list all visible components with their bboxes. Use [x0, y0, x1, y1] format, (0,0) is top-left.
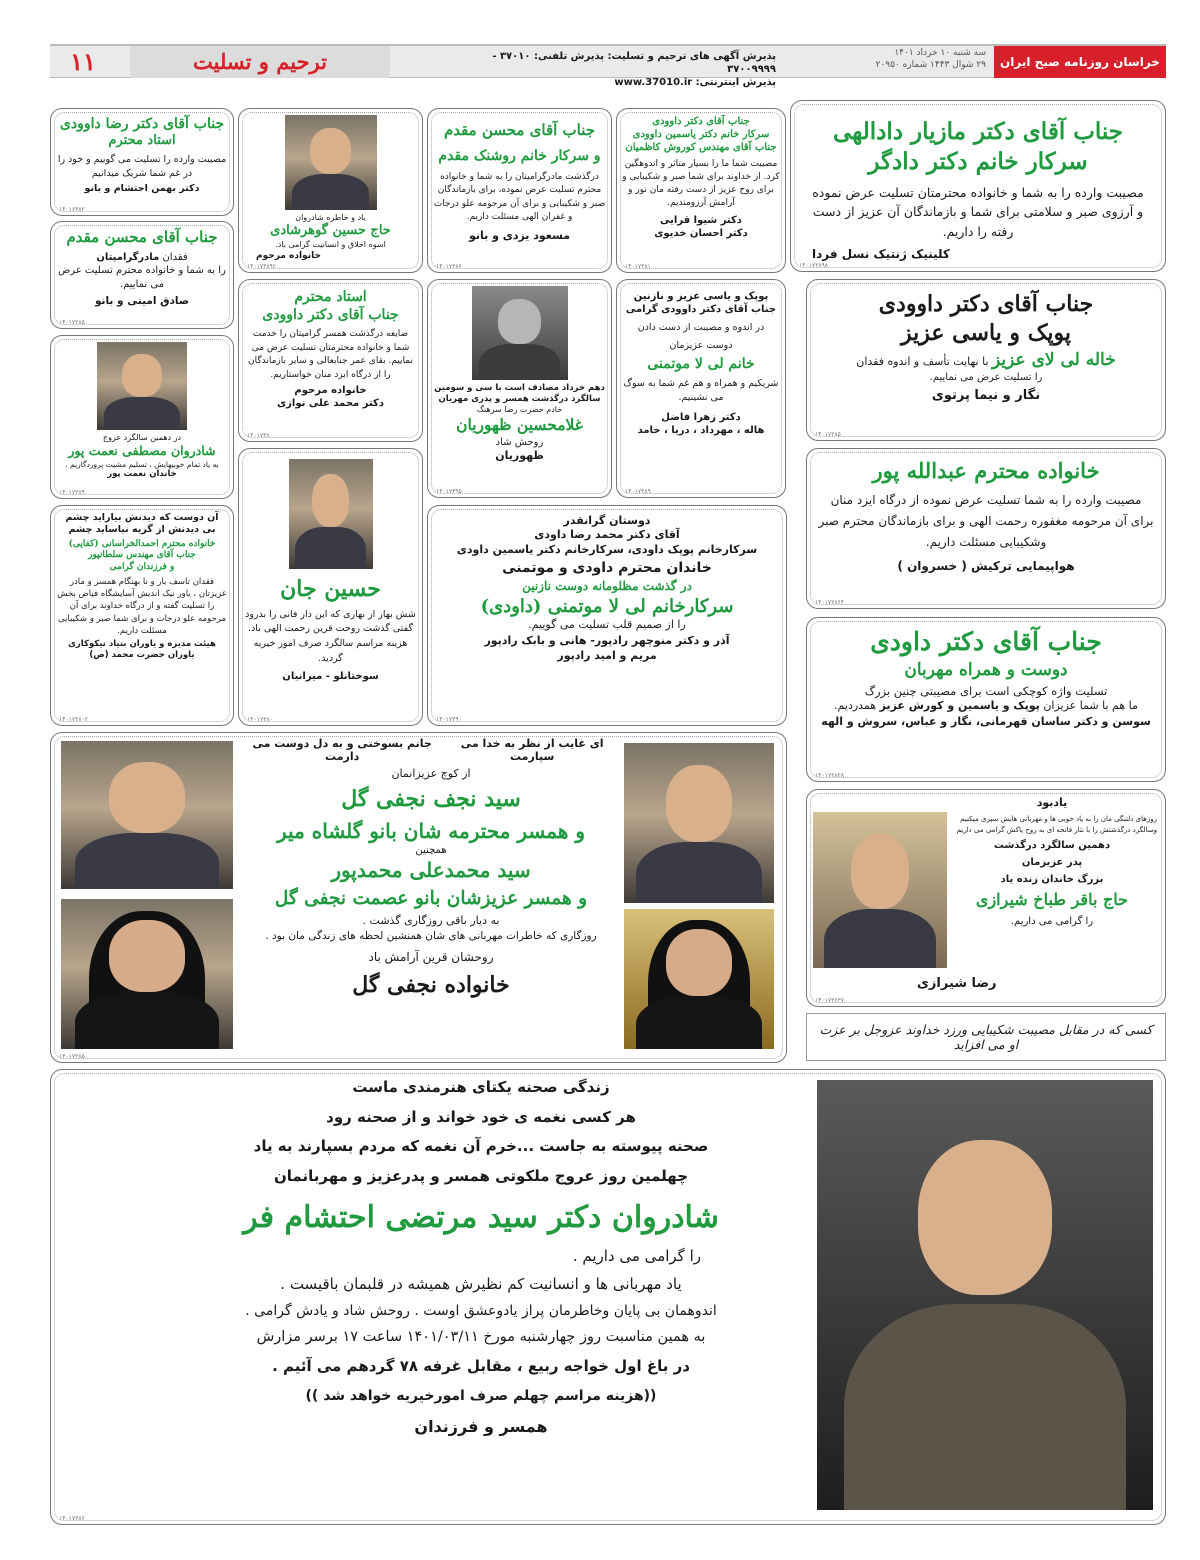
memorial-ad-najafi-gol: ای غایب از نظر به خدا می سپارمت جانم بسوختی و به دل دوست می دارمت از کوچ عزیزانمان سید نجف نجفی گل و همسر محترمه شان بانو گلشاه میر همچنین سید محمدعلی محمدپور و همسر عزیزشان بانو عصمت نجفی گل به دیار باقی روزگاری گذشت . روزگاری که خاطرات مهربانی های شان همنشین لحظه های زندگی مان بود . روحشان قرین آرامش باد خانواده نجفی گل ۱۴۰۱۷۳۸۵۰ — [50, 732, 787, 1063]
condolence-ad-ghahremani: جناب آقای دکتر داودی دوست و همراه مهربان تسلیت واژه کوچکی است برای مصیبتی چنین بزرگ ما هم با شما عزیزان پوپک و یاسمین و کورش عزیز همدردیم. سوسن و دکتر ساسان قهرمانی، نگار و عباس، سروش و الهه ۱۴۰۱۷۳۸۳۸ — [806, 617, 1166, 782]
condolence-ad-moghaddam-2: جناب آقای محسن مقدم فقدان مادرگرامیتان را به شما و خانواده محترم تسلیت عرض می نماییم. صادق امینی و بانو ۱۴۰۱۷۳۸۵ — [50, 221, 234, 329]
portrait-photo-woman-left — [61, 899, 233, 1049]
portrait-photo-man-right — [624, 743, 774, 903]
condolence-ad-motamani-1: پوپک و یاسی عزیز و نازنین جناب آقای دکتر داوودی گرامی در اندوه و مصیبت از دست دادن دوست عزیزمان خانم لی لا موتمنی شریکیم و همراه و هم غم شما به سوگ می نشینیم. دکتر زهرا فاضل هاله ، مهرداد ، دریا ، حامد ۱۴۰۱۷۳۸۹ — [616, 279, 786, 498]
ad-contact-info: پذیرش آگهی های ترحیم و تسلیت: پذیرش تلفنی: ۳۷۰۱۰ - ۳۷۰۰۹۹۹۹ پذیرش اینترنتی: www.37010.ir — [492, 51, 776, 88]
newspaper-brand: خراسان روزنامه صبح ایران — [994, 46, 1166, 78]
portrait-photo — [285, 115, 377, 210]
memorial-ad-ehteshamfar: زندگی صحنه یکتای هنرمندی ماست هر کسی نغمه ی خود خواند و از صحنه رود صحنه پیوسته به جاست ...خرم آن نغمه که مردم بسپارند به یاد چهلمین روز عروج ملکوتی همسر و پدرعزیز و مهربانمان شادروان دکتر سید مرتضی احتشام فر را گرامی می داریم . یاد مهربانی ها و انسانیت کم نظیرش همیشه در قلبمان باقیست . اندوهمان بی پایان وخاطرمان پراز یادوعشق اوست . روحش شاد و یادش گرامی . به همین مناسبت روز چهارشنبه مورخ ۱۴۰۱/۰۳/۱۱ ساعت ۱۷ برسر مزارش در باغ اول خواجه ربیع ، مقابل غرفه ۷۸ گردهم می آئیم . ((هزینه مراسم چهلم صرف امورخیریه خواهد شد )) همسر و فرزندان ۱۴۰۱۷۳۸۶ — [50, 1069, 1166, 1525]
condolence-ad-dadollahi: جناب آقای دکتر مازیار دادالهی سرکار خانم دکتر دادگر مصیبت وارده را به شما و خانواده محترمتان تسلیت عرض نموده و آرزوی صبر و سلامتی برای شما و بازماندگان آن عزیز از دست رفته را داریم. کلینیک ژنتیک نسل فردا ۱۴۰۱۷۳۸۹۸ — [790, 100, 1166, 272]
ad-body: زندگی صحنه یکتای هنرمندی ماست هر کسی نغمه ی خود خواند و از صحنه رود صحنه پیوسته به جاست ...خرم آن نغمه که مردم بسپارند به یاد چهلمین روز عروج ملکوتی همسر و پدرعزیز و مهربانمان شادروان دکتر سید مرتضی احتشام فر را گرامی می داریم . یاد مهربانی ها و انسانیت کم نظیرش همیشه در قلبمان باقیست . اندوهمان بی پایان وخاطرمان پراز یادوعشق اوست . روحش شاد و یادش گرامی . به همین مناسبت روز چهارشنبه مورخ ۱۴۰۱/۰۳/۱۱ ساعت ۱۷ برسر مزارش در باغ اول خواجه ربیع ، مقابل غرفه ۷۸ گردهم می آئیم . ((هزینه مراسم چهلم صرف امورخیریه خواهد شد )) همسر و فرزندان — [243, 1078, 719, 1436]
section-title: ترحیم و تسلیت — [130, 46, 390, 78]
portrait-photo — [813, 812, 947, 968]
portrait-photo — [289, 459, 373, 569]
ad-body: یادبود روزهای دلتنگی مان را به یاد خوبی ها و مهربانی هایش سپری میکنیم وسالگرد درگذشتش را با نثار فاتحه ای به روح پاکش گرامی می داریم دهمین سالگرد درگذشت پدر عزیزمان بزرگ خاندان زنده یاد حاج باقر طباخ شیرازی را گرامی می داریم. — [956, 796, 1157, 928]
memorial-ad-hossein-jan: حسین جان شش بهار از بهاری که این دار فانی را بدرود گفتی گذشت روحت قرین رحمت الهی باد. هزینه مراسم سالگرد صرف امور خیریه گردید. سوختانلو - میرانیان ۱۴۰۱۷۳۸۰ — [238, 448, 423, 726]
portrait-photo-woman-right — [624, 909, 774, 1049]
memorial-ad-nemat-pour: در دهمین سالگرد عروج شادروان مصطفی نعمت پور به یاد تمام خوبیهایش ، تسلیم مشیت پروردگاریم . خاندان نعمت پور ۱۴۰۱۷۳۸۹ — [50, 335, 234, 499]
condolence-ad-radpour: دوستان گرانقدر آقای دکتر محمد رضا داودی سرکارخانم پوپک داودی، سرکارخانم دکتر یاسمین داودی خاندان محترم داودی و موتمنی در گذشت مظلومانه دوست نازنین سرکارخانم لی لا موتمنی (داودی) را از صمیم قلب تسلیت می گوییم. آذر و دکتر منوچهر رادپور- هانی و بابک رادپور مریم و امید رادپور ۱۴۰۱۷۳۹۰ — [427, 505, 787, 726]
memorial-ad-gohar-shadi: یاد و خاطره شادروان حاج حسین گوهرشادی اسوه اخلاق و انسانیت گرامی باد. خانواده مرحوم ۱۴۰۱۷۳۸۹۲ — [238, 108, 423, 273]
ad-body: ای غایب از نظر به خدا می سپارمت جانم بسوختی و به دل دوست می دارمت از کوچ عزیزانمان سید نجف نجفی گل و همسر محترمه شان بانو گلشاه میر همچنین سید محمدعلی محمدپور و همسر عزیزشان بانو عصمت نجفی گل به دیار باقی روزگاری گذشت . روزگاری که خاطرات مهربانی های شان همنشین لحظه های زندگی مان بود . روحشان قرین آرامش باد خانواده نجفی گل — [252, 737, 604, 999]
memorial-ad-zohourian: دهم خرداد مصادف است با سی و سومین سالگرد درگذشت همسر و پدری مهربان خادم حضرت رضا سرهنگ غلامحسین ظهوریان روحش شاد ظهوریان ۱۴۰۱۷۳۹۵ — [427, 279, 612, 498]
portrait-photo-man-left — [61, 741, 233, 889]
page-header — [50, 44, 1166, 88]
condolence-ad-abdollah-pour: خانواده محترم عبدالله پور مصیبت وارده را به شما تسلیت عرض نموده از درگاه ایزد منان برای آن مرحومه مغفوره رحمت الهی و برای بازماندگان محترم صبر وشکیبایی مسئلت داریم. هواپیمایی ترکیش ( خسروان ) ۱۴۰۱۷۳۸۶۴ — [806, 448, 1166, 609]
portrait-photo — [817, 1080, 1153, 1510]
issue-date: سه شنبه ۱۰ خرداد ۱۴۰۱ ۲۹ شوال ۱۴۴۳ شماره ۲۰۹۵۰ — [875, 48, 986, 70]
portrait-photo — [97, 342, 187, 430]
condolence-ad-reza-davoudi: جناب آقای دکتر رضا داوودی استاد محترم مصیبت وارده را تسلیت می گوییم و خود را در غم شما شریک میدانیم دکتر بهمن احتشام و بانو ۱۴۰۱۷۳۸۲ — [50, 108, 234, 216]
portrait-photo — [472, 286, 568, 380]
condolence-ad-davoudi-1: جناب آقای دکتر داوودی سرکار خانم دکتر یاسمین داوودی جناب آقای مهندس کوروش کاظمیان مصیبت شما ما را بسیار متاثر و اندوهگین کرد. از خداوند برای شما صبر و شکیبایی و برای روح عزیز از دست رفته مان نور و آرامش آرزومندیم. دکتر شیوا قرایی دکتر احسان خدیوی ۱۴۰۱۷۳۸۱ — [616, 108, 786, 273]
condolence-ad-navazi: استاد محترم جناب آقای دکتر داوودی ضایعه درگذشت همسر گرامیتان را خدمت شما و خانواده محترمتان تسلیت عرض می نماییم. بقای عمر جنابعالی و سایر بازماندگان را از درگاه ایزد منان خواستاریم. خانواده مرحوم دکتر محمد علی نوازی ۱۴۰۱۷۳۸۰ — [238, 279, 423, 442]
condolence-ad-davoudi-2: جناب آقای دکتر داوودی پوپک و یاسی عزیز خاله لی لای عزیز با نهایت تأسف و اندوه فقدان را تسلیت عرض می نماییم. نگار و نیما پرتوی ۱۴۰۱۷۳۸۵ — [806, 279, 1166, 441]
condolence-ad-fayaz-bakhsh: آن دوست که دیدنش بیاراید چشم بی دیدنش از گریه نیاساید چشم خانواده محترم احمدالخراسانی (کفایی) جناب آقای مهندس سلطانپور و فرزندان گرامی فقدان تاسف بار و نا بهنگام همسر و مادر عزیزتان ، یاور نیک اندیش آسایشگاه فیاض بخش را تسلیت گفته و از درگاه خداوند برای آن مرحومه علو درجات و برای شما صبر و شکیبایی مسئلت داریم. هیئت مدیره و یاوران بنیاد نیکوکاری یاوران حضرت محمد (ص) ۱۴۰۱۷۳۸۰۲ — [50, 505, 234, 726]
quote-banner: کسی که در مقابل مصیبت شکیبایی ورزد خداوند عزوجل بر عزت او می افزاید — [806, 1013, 1166, 1061]
memorial-ad-tabakh-shirazi: یادبود روزهای دلتنگی مان را به یاد خوبی ها و مهربانی هایش سپری میکنیم وسالگرد درگذشتش را با نثار فاتحه ای به روح پاکش گرامی می داریم دهمین سالگرد درگذشت پدر عزیزمان بزرگ خاندان زنده یاد حاج باقر طباخ شیرازی را گرامی می داریم. رضا شیرازی ۱۴۰۱۷۳۶۳۷ — [806, 789, 1166, 1007]
page-number: ۱۱ — [70, 47, 96, 76]
condolence-ad-moghaddam-1: جناب آقای محسن مقدم و سرکار خانم روشنک مقدم درگذشت مادرگرامیتان را به شما و خانواده محترم تسلیت عرض نموده، برای بازماندگان صبر و شکیبایی و برای آن مرحومه علو درجات و غفران الهی مسئلت داریم. مسعود یزدی و بانو ۱۴۰۱۷۳۸۶ — [427, 108, 612, 273]
